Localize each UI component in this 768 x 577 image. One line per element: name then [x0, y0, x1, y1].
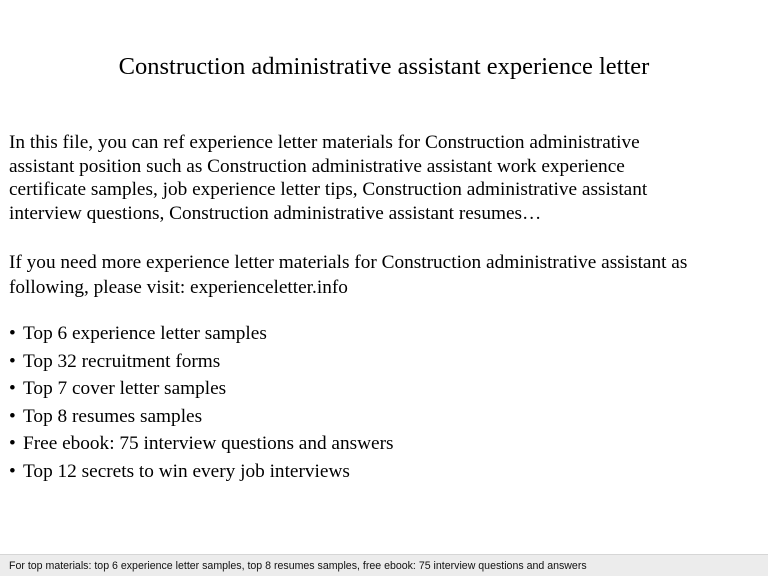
- list-item-label: Top 32 recruitment forms: [23, 350, 221, 372]
- list-item-label: Top 12 secrets to win every job interviews: [23, 460, 350, 482]
- bullet-icon: •: [9, 378, 16, 400]
- list-item: [9, 458, 761, 486]
- list-item: [9, 320, 761, 348]
- list-item-label: Top 8 resumes samples: [23, 405, 203, 427]
- list-item: [9, 348, 761, 376]
- list-item: [9, 375, 761, 403]
- visit-line: following, please visit: experienceletter.info: [9, 277, 348, 298]
- intro-line: In this file, you can ref experience letter materials for Construction administrative: [9, 132, 640, 153]
- intro-paragraph: [9, 131, 761, 225]
- list-item-label: Top 7 cover letter samples: [23, 378, 227, 400]
- list-item: [9, 403, 761, 431]
- bullet-icon: •: [9, 405, 16, 427]
- bullet-icon: •: [9, 350, 16, 372]
- list-item: [9, 430, 761, 458]
- page-title: Construction administrative assistant experience letter: [118, 53, 650, 80]
- intro-line: assistant position such as Construction administrative assistant work experience: [9, 155, 625, 177]
- materials-list: [9, 320, 761, 486]
- bullet-icon: •: [9, 433, 16, 455]
- visit-paragraph: [9, 250, 761, 300]
- footer-bar: For top materials: top 6 experience letter samples, top 8 resumes samples, free ebook: 75 interview questions and answers: [0, 554, 768, 576]
- list-item-label: Free ebook: 75 interview questions and answers: [23, 433, 394, 455]
- list-item-label: Top 6 experience letter samples: [23, 323, 267, 344]
- intro-line: certificate samples, job experience letter tips, Construction administrative assistant: [9, 179, 648, 200]
- intro-line: interview questions, Construction administrative assistant resumes…: [9, 202, 542, 224]
- bullet-icon: •: [9, 460, 16, 482]
- bullet-icon: •: [9, 323, 16, 344]
- visit-line: If you need more experience letter materials for Construction administrative assistant as: [9, 252, 688, 273]
